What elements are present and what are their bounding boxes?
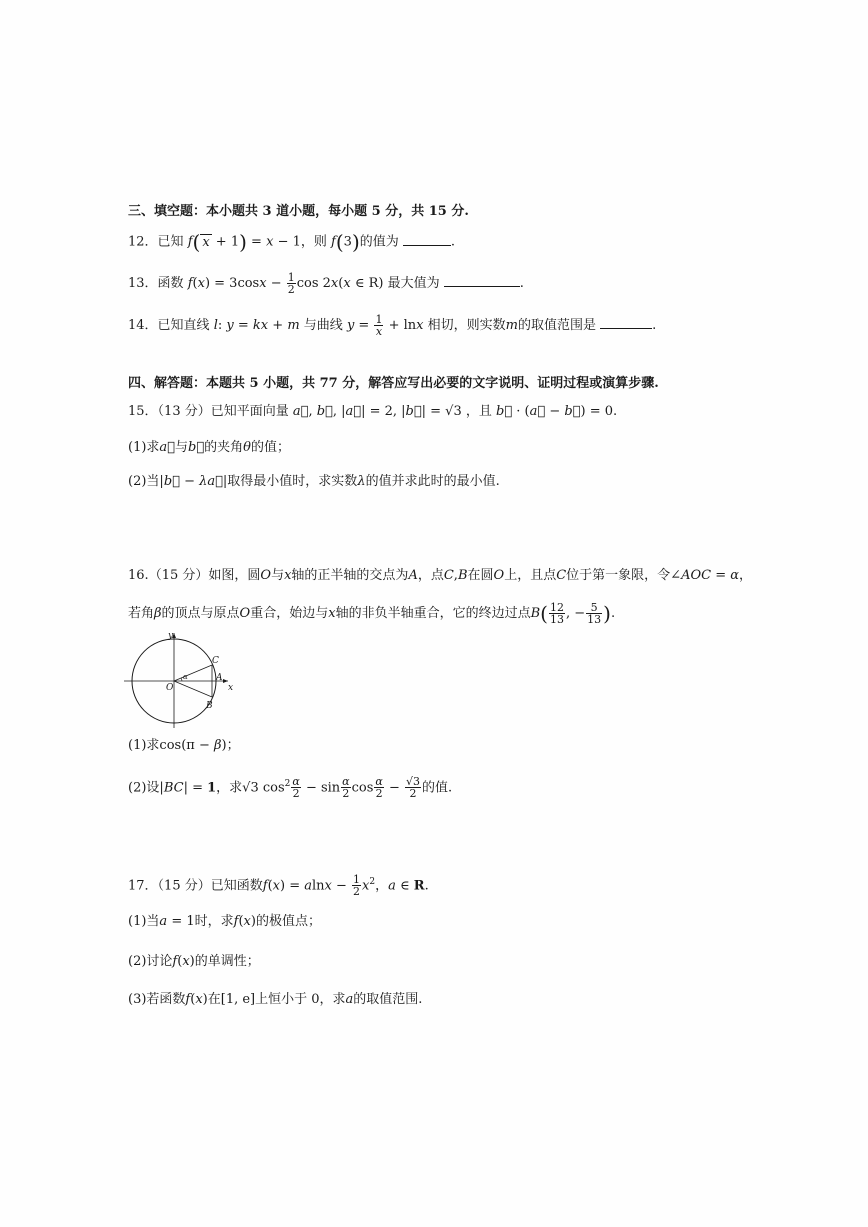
question-17-stem: 17．（15 分）已知函数f(x) = alnx − $\frac{1}{2}$ $x^2$，a ∈ R. (128, 873, 429, 899)
label-b: B (206, 701, 213, 711)
label-c: C (212, 656, 219, 666)
question-16-line-2: 若角β的顶点与原点O重合，始边与x轴的非负半轴重合，它的终边过点B( $\frac{12}{13}$ , − $\frac{5}{13}$ ). (128, 601, 616, 626)
answer-blank-12 (403, 233, 451, 246)
question-12: 12．已知 f( x + 1) = x − 1，则 f(3)的值为 . (128, 230, 456, 254)
label-o: O (166, 683, 174, 693)
label-alpha: α (183, 673, 188, 681)
question-17-part-3: (3)若函数f(x)在[1, e]上恒小于 0，求a的取值范围. (128, 992, 423, 1007)
question-15-stem: 15．（13 分）已知平面向量 a⃗, b⃗, |a⃗| = 2, |b⃗| = √3 ，且 b⃗ · (a⃗ − b⃗) = 0. (128, 404, 618, 419)
answer-blank-13 (444, 274, 520, 287)
question-13: 13．函数 f(x) = 3cosx − $\frac{1}{2}$ cos 2x(x ∈ R) 最大值为 . (128, 271, 524, 296)
segment-oc (174, 665, 212, 681)
question-16-part-1: (1)求cos(π − β)； (128, 738, 240, 753)
angle-alpha-arc (181, 678, 182, 681)
unit-circle-figure (120, 628, 240, 728)
question-17-part-2: (2)讨论f(x)的单调性； (128, 954, 260, 969)
section-4-heading: 四、解答题：本题共 5 小题，共 77 分，解答应写出必要的文字说明、证明过程或演算步骤. (128, 376, 659, 391)
question-16-line-1: 16.（15 分）如图，圆O与x轴的正半轴的交点为A，点C,B在圆O上，且点C位于第一象限，令∠AOC = α， (128, 568, 753, 583)
answer-blank-14 (600, 316, 652, 329)
question-14: 14．已知直线 l: y = kx + m 与曲线 y = $\frac{1}{x}$ + lnx 相切，则实数m的取值范围是 . (128, 313, 657, 338)
label-x: x (228, 683, 234, 693)
question-16-part-2: (2)设|BC| = 1，求√3 $\cos^2$ $\frac{\alpha}{2}$ − sin $\frac{\alpha}{2}$ cos $\frac{\alpha}{2}$ − $\frac{√3}{2}$ 的值. (128, 775, 453, 801)
question-15-part-2: (2)当|b⃗ − λa⃗|取得最小值时，求实数λ的值并求此时的最小值. (128, 474, 500, 489)
section-3-heading: 三、填空题：本小题共 3 道小题，每小题 5 分，共 15 分. (128, 204, 469, 219)
label-a: A (216, 673, 223, 683)
segment-ob (174, 681, 212, 697)
question-17-part-1: (1)当a = 1时，求f(x)的极值点； (128, 914, 321, 929)
question-15-part-1: (1)求a⃗与b⃗的夹角θ的值； (128, 440, 290, 455)
label-y: y (168, 631, 174, 641)
